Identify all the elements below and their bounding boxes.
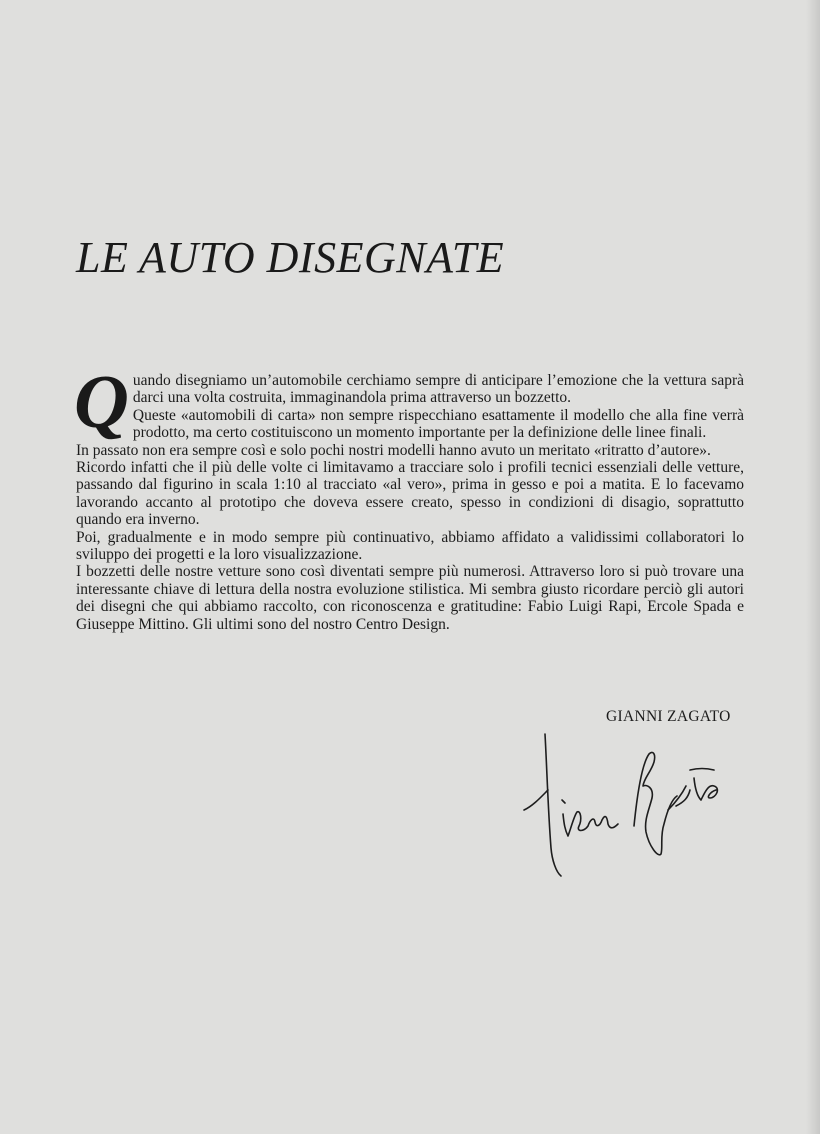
drop-cap: Q <box>74 360 129 444</box>
paragraph: Poi, gradualmente e in modo sempre più continuativo, abbiamo affidato a validissimi collaboratori lo sviluppo dei progetti e la loro visualizzazione. <box>76 528 744 564</box>
page-edge-shadow <box>806 0 820 1134</box>
paragraph: I bozzetti delle nostre vetture sono così diventati sempre più numerosi. Attraverso loro si può trovare una interessante chiave di lettura della nostra evoluzione stilistica. Mi sembra giusto ricordare perciò gli autori dei disegni che qui abbiamo raccolto, con riconoscenza e gratitudine: Fabio Luigi Rapi, Ercole Spada e Giuseppe Mittino. Gli ultimi sono del nostro Centro Design. <box>76 563 744 633</box>
paragraph: Queste «automobili di carta» non sempre rispecchiano esattamente il modello che alla fine verrà prodotto, ma certo costituiscono un momento importante per la definizione delle linee finali. <box>132 406 744 442</box>
page-title: LE AUTO DISEGNATE <box>76 233 505 282</box>
author-name: GIANNI ZAGATO <box>606 708 731 725</box>
handwritten-signature <box>518 730 748 880</box>
paragraph: Ricordo infatti che il più delle volte ci limitavamo a tracciare solo i profili tecnici essenziali delle vetture, passando dal figurino in scala 1:10 al tracciato «al vero», prima in gesso e poi a matita. E lo facevamo lavorando accanto al prototipo che doveva essere creato, spesso in condizioni di disagio, soprattutto quando era inverno. <box>76 459 744 529</box>
paragraph: In passato non era sempre così e solo pochi nostri modelli hanno avuto un meritato «ritratto d’autore». <box>76 441 711 459</box>
intro-text: uando disegniamo un’automobile cerchiamo sempre di anticipare l’emozione che la vettura saprà darci una volta costruita, immaginandola prima attraverso un bozzetto. <box>132 372 744 407</box>
body-text <box>74 360 744 633</box>
